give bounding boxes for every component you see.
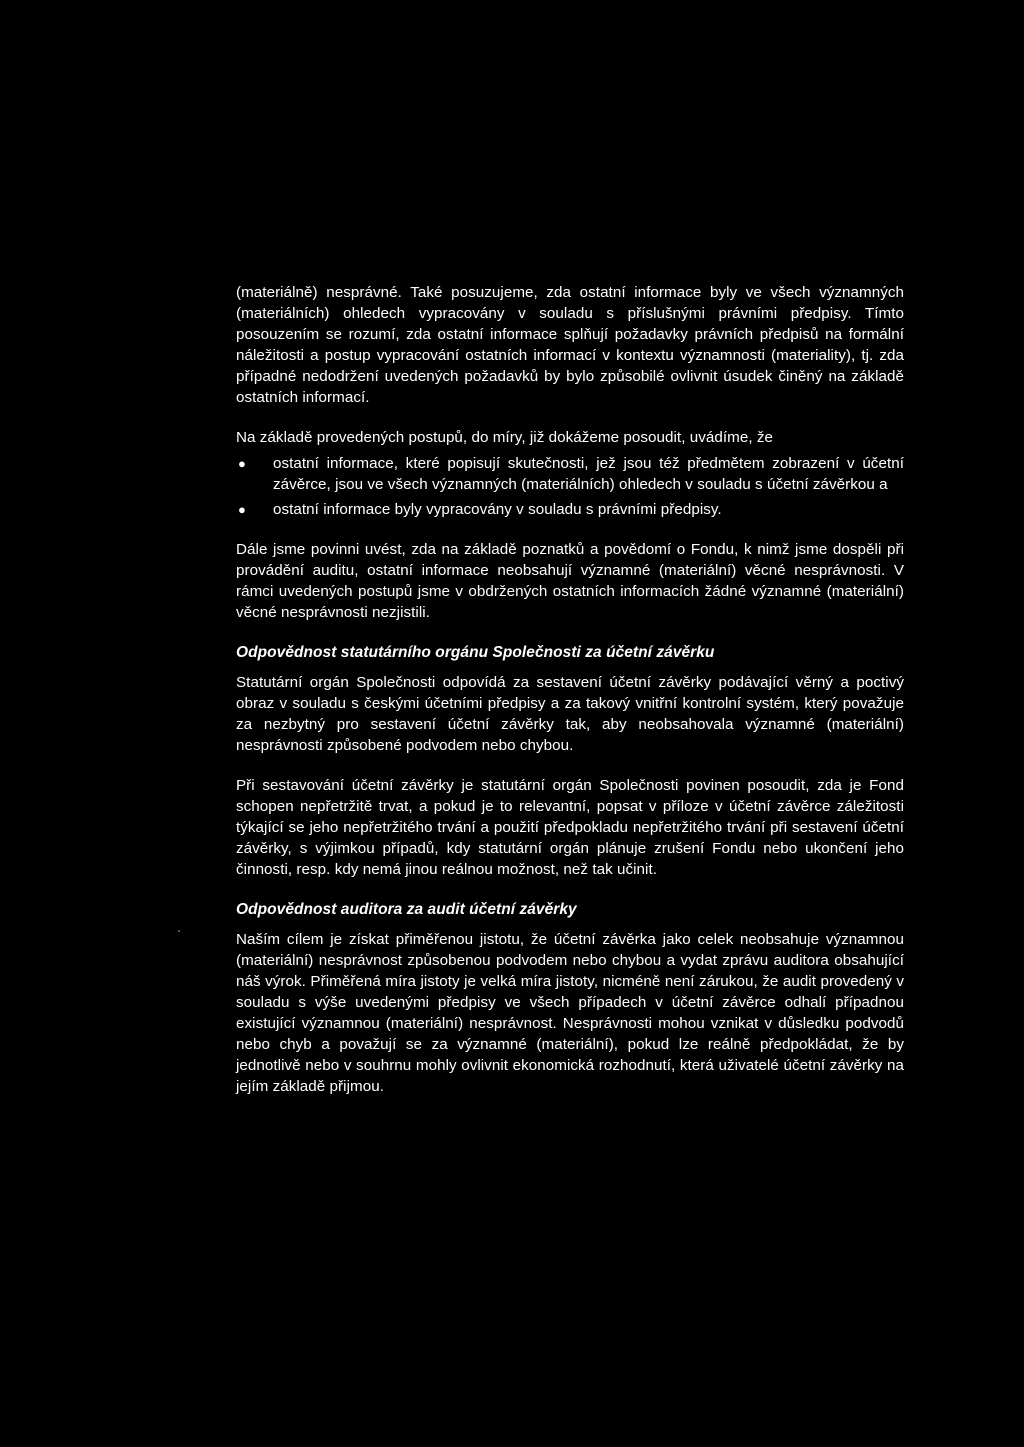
- heading-board-responsibility: Odpovědnost statutárního orgánu Společnosti za účetní závěrku: [236, 644, 715, 661]
- document-page: [236, 282, 904, 1116]
- list-item-text: ostatní informace byly vypracovány v souladu s právními předpisy.: [273, 501, 722, 518]
- paragraph-continued: (materiálně) nesprávné. Také posuzujeme, zda ostatní informace byly ve všech významných (materiálních) ohledech vypracovány v souladu s příslušnými právními předpisy. Tímto posouzením se rozumí, zda ostatní informace splňují požadavky právních předpisů na formální náležitosti a postup vypracování ostatních informací v kontextu významnosti (materiality), tj. zda případné nedodržení uvedených požadavků by bylo způsobilé ovlivnit úsudek činěný na základě ostatních informací.: [236, 284, 904, 406]
- heading-auditor-responsibility: Odpovědnost auditora za audit účetní závěrky: [236, 901, 577, 918]
- list-item-text: ostatní informace, které popisují skutečnosti, jež jsou též předmětem zobrazení v účetní závěrce, jsou ve všech významných (materiálních) ohledech v souladu s účetní závěrkou a: [273, 455, 904, 493]
- bullet-list: [236, 453, 904, 520]
- list-item: [236, 453, 904, 495]
- paragraph-auditor-1: Naším cílem je získat přiměřenou jistotu, že účetní závěrka jako celek neobsahuje významnou (materiální) nesprávnost způsobenou podvodem nebo chybou a vydat zprávu auditora obsahující náš výrok. Přiměřená míra jistoty je velká míra jistoty, nicméně není zárukou, že audit provedený v souladu s výše uvedenými předpisy ve všech případech v účetní závěrce odhalí případnou existující významnou (materiální) nesprávnost. Nesprávnosti mohou vznikat v důsledku podvodů nebo chyb a považují se za významné (materiální), pokud lze reálně předpokládat, že by jednotlivě nebo v souhrnu mohly ovlivnit ekonomická rozhodnutí, která uživatelé účetní závěrky na jejím základě přijmou.: [236, 931, 904, 1095]
- bullet-icon: ●: [238, 456, 246, 471]
- paragraph-board-2: Při sestavování účetní závěrky je statutární orgán Společnosti povinen posoudit, zda je Fond schopen nepřetržitě trvat, a pokud je to relevantní, popsat v příloze v účetní závěrce záležitosti týkající se jeho nepřetržitého trvání a použití předpokladu nepřetržitého trvání při sestavení účetní závěrky, s výjimkou případů, kdy statutární orgán plánuje zrušení Fondu nebo ukončení jeho činnosti, resp. kdy nemá jinou reálnou možnost, než tak učinit.: [236, 777, 904, 878]
- paragraph-procedures-intro: Na základě provedených postupů, do míry, již dokážeme posoudit, uvádíme, že: [236, 429, 774, 446]
- bullet-icon: ●: [238, 502, 246, 517]
- scan-speck: [178, 930, 180, 932]
- paragraph-board-1: Statutární orgán Společnosti odpovídá za sestavení účetní závěrky podávající věrný a poctivý obraz v souladu s českými účetními předpisy a za takový vnitřní kontrolní systém, který považuje za nezbytný pro sestavení účetní závěrky tak, aby neobsahovala významné (materiální) nesprávnosti způsobené podvodem nebo chybou.: [236, 674, 904, 754]
- list-item: [236, 499, 904, 520]
- paragraph-further: Dále jsme povinni uvést, zda na základě poznatků a povědomí o Fondu, k nimž jsme dospěli při provádění auditu, ostatní informace neobsahují významné (materiální) věcné nesprávnosti. V rámci uvedených postupů jsme v obdržených ostatních informacích žádné významné (materiální) věcné nesprávnosti nezjistili.: [236, 541, 904, 621]
